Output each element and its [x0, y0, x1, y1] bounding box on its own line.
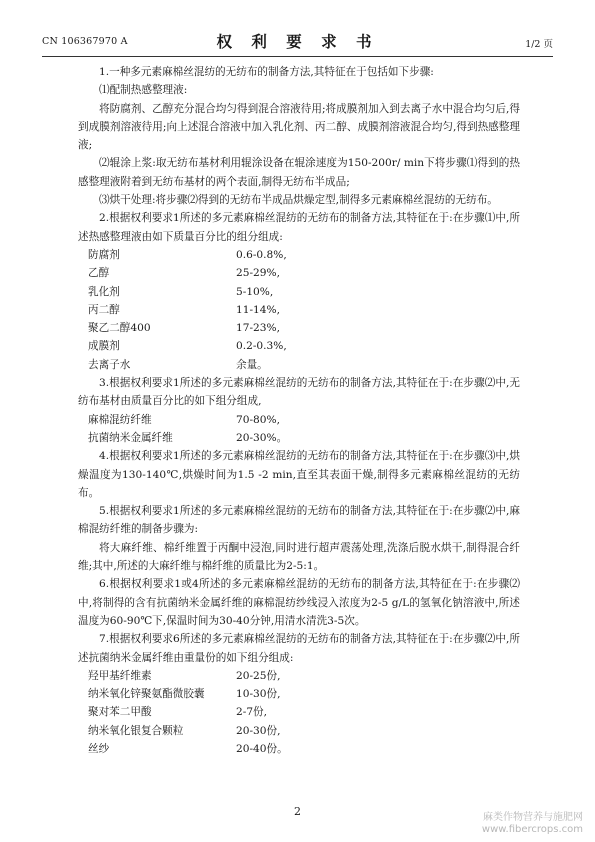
component-amount: 17-23%, [236, 322, 280, 335]
table-row [78, 685, 520, 703]
component-name: 成膜剂 [88, 340, 120, 353]
component-amount: 25-29%, [236, 267, 280, 280]
component-name: 丙二醇 [88, 303, 120, 316]
claim-2-text: 2.根据权利要求1所述的多元素麻棉丝混纺的无纺布的制备方法,其特征在于:在步骤⑴中,所述热感整理液由如下质量百分比的组分组成: [78, 212, 520, 243]
claim-1-intro: 1.一种多元素麻棉丝混纺的无纺布的制备方法,其特征在于包括如下步骤: [99, 66, 434, 78]
claim-1-step-1-text: 将防腐剂、乙醇充分混合均匀得到混合溶液待用;将成膜剂加入到去离子水中混合均匀后,得到成膜剂溶液待用;向上述混合溶液中加入乳化剂、丙二醇、成膜剂溶液混合均匀,得到热感整理液; [78, 102, 520, 152]
claim-4-text: 4.根据权利要求1所述的多元素麻棉丝混纺的无纺布的制备方法,其特征在于:在步骤⑶中,烘燥温度为130-140℃,烘燥时间为1.5 -2 min,直至其表面干燥,制得多元素麻棉丝混纺的无纺布。 [78, 450, 520, 499]
component-amount: 20-30份, [236, 724, 281, 737]
component-name: 丝纱 [88, 742, 110, 755]
table-row [78, 722, 520, 740]
component-name: 去离子水 [88, 358, 131, 371]
patent-number: CN 106367970 A [42, 36, 128, 47]
component-amount: 0.6-0.8%, [236, 248, 287, 261]
table-row [78, 337, 520, 355]
claim-1-step-1-label: ⑴配制热感整理液: [99, 84, 188, 97]
component-amount: 11-14%, [236, 303, 280, 316]
component-name: 抗菌纳米金属纤维 [88, 431, 173, 444]
component-amount: 20-30%。 [236, 431, 288, 444]
component-name: 纳米氧化锌聚氨酯微胶囊 [88, 688, 205, 701]
claim-3-text: 3.根据权利要求1所述的多元素麻棉丝混纺的无纺布的制备方法,其特征在于:在步骤⑵中,无纺布基材由质量百分比的如下组分组成, [78, 377, 520, 408]
claims-body [78, 63, 520, 758]
table-row [78, 429, 520, 447]
watermark-url: www.fibercrops.com [481, 824, 583, 835]
claim-7-composition-table [78, 667, 520, 758]
claim-5-text: 5.根据权利要求1所述的多元素麻棉丝混纺的无纺布的制备方法,其特征在于:在步骤⑵中,麻棉混纺纤维的制备步骤为: [78, 505, 520, 536]
table-row [78, 667, 520, 685]
table-row [78, 301, 520, 319]
watermark [482, 812, 583, 836]
component-name: 防腐剂 [88, 248, 120, 261]
table-row [78, 246, 520, 264]
component-name: 纳米氧化银复合颗粒 [88, 724, 184, 737]
claim-6-text: 6.根据权利要求1或4所述的多元素麻棉丝混纺的无纺布的制备方法,其特征在于:在步骤⑵中,将制得的含有抗菌纳米金属纤维的麻棉混纺纱线浸入浓度为2-5 g/L的氢氧化钠溶液中,所述温度为60-90℃下,保温时间为30-40分钟,用清水清洗3-5次。 [78, 578, 520, 627]
page-number: 2 [294, 805, 301, 818]
component-amount: 20-25份, [236, 669, 281, 682]
watermark-site-name: 麻类作物营养与施肥网 [483, 812, 583, 823]
component-amount: 2-7份, [236, 706, 268, 719]
table-row [78, 283, 520, 301]
claim-3-composition-table [78, 411, 520, 448]
component-name: 乳化剂 [88, 285, 120, 298]
table-row [78, 264, 520, 282]
component-name: 麻棉混纺纤维 [88, 413, 152, 426]
table-row [78, 703, 520, 721]
component-amount: 20-40份。 [236, 742, 288, 755]
page-indicator: 1/2 页 [525, 39, 553, 50]
component-name: 乙醇 [88, 267, 110, 280]
page-title: 权 利 要 求 书 [216, 32, 379, 51]
component-amount: 0.2-0.3%, [236, 340, 287, 353]
page-header [42, 30, 553, 52]
component-amount: 70-80%, [236, 413, 280, 426]
claim-7-text: 7.根据权利要求6所述的多元素麻棉丝混纺的无纺布的制备方法,其特征在于:在步骤⑵中,所述抗菌纳米金属纤维由重量份的如下组分组成: [78, 633, 520, 664]
table-row [78, 319, 520, 337]
component-amount: 余量。 [236, 358, 268, 371]
table-row [78, 356, 520, 374]
component-name: 聚乙二醇400 [88, 322, 151, 335]
component-name: 羟甲基纤维素 [88, 669, 152, 682]
table-row [78, 411, 520, 429]
table-row [78, 740, 520, 758]
claim-1-step-3: ⑶烘干处理:将步骤⑵得到的无纺布半成品烘燥定型,制得多元素麻棉丝混纺的无纺布。 [99, 194, 498, 207]
claim-2-composition-table [78, 246, 520, 374]
claim-5-detail: 将大麻纤维、棉纤维置于丙酮中浸泡,同时进行超声震荡处理,洗涤后脱水烘干,制得混合纤维;其中,所述的大麻纤维与棉纤维的质量比为2-5:1。 [78, 541, 520, 573]
header-divider [42, 56, 553, 57]
component-amount: 10-30份, [236, 688, 281, 701]
component-amount: 5-10%, [236, 285, 274, 298]
component-name: 聚对苯二甲酸 [88, 706, 152, 719]
claim-1-step-2: ⑵辊涂上浆:取无纺布基材利用辊涂设备在辊涂速度为150-200r/ min下将步骤⑴得到的热感整理液附着到无纺布基材的两个表面,制得无纺布半成品; [78, 157, 520, 188]
